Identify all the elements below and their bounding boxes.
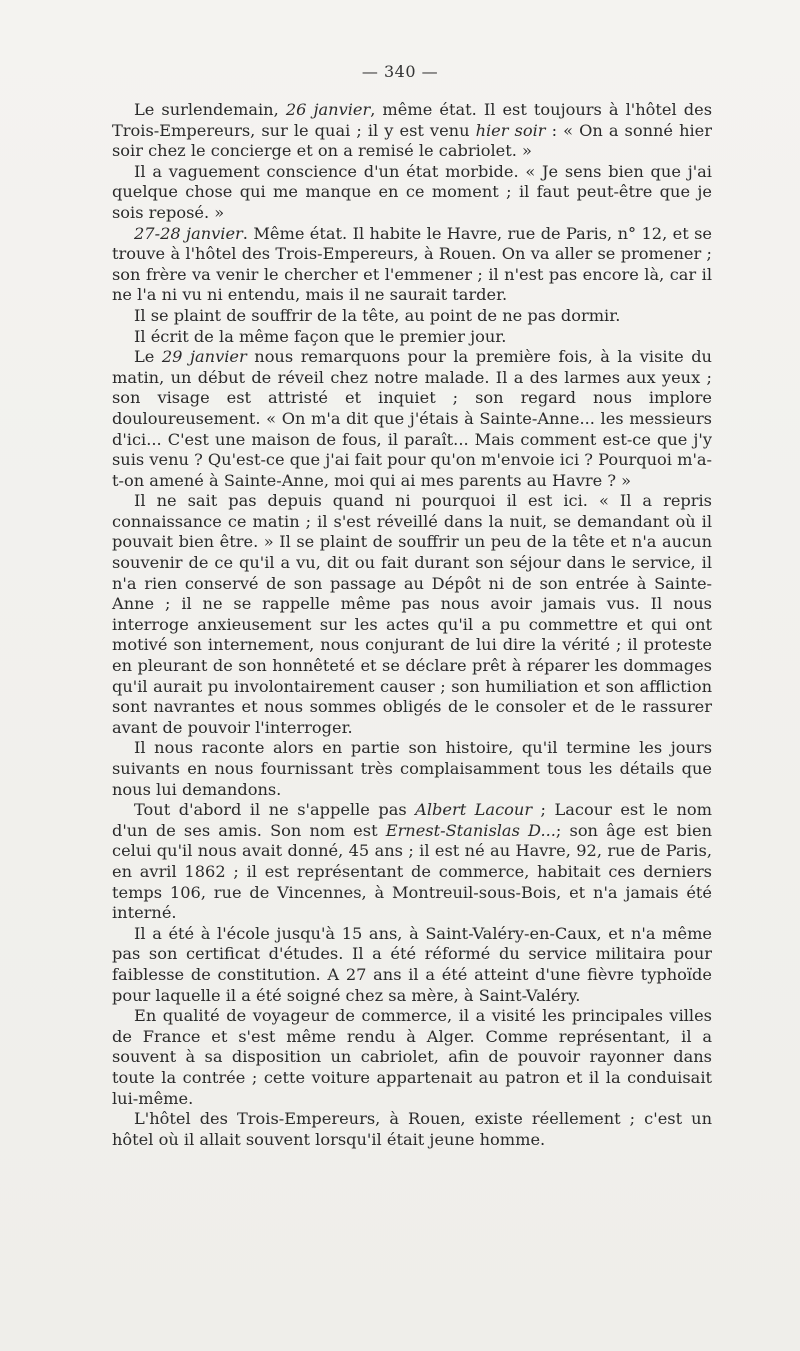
- italic-text: 27-28 janvier: [134, 223, 243, 243]
- text-segment: , même état. Il est toujours à l'hôtel des Trois-Empereurs, sur le quai ; il y est venu: [112, 100, 712, 140]
- text-segment: Le surlendemain,: [134, 100, 286, 119]
- paragraph: [112, 100, 712, 162]
- italic-text: hier soir: [475, 120, 546, 140]
- text-segment: ; Lacour est le nom d'un de ses amis. Son nom est: [112, 800, 712, 840]
- paragraph: [112, 162, 712, 224]
- text-segment: Il nous raconte alors en partie son histoire, qu'il termine les jours suivants en nous fournissant très complaisamment tous les détails que nous lui demandons.: [112, 738, 712, 799]
- text-segment: Il écrit de la même façon que le premier jour.: [134, 326, 507, 346]
- text-segment: Il ne sait pas depuis quand ni pourquoi il est ici. « Il a repris connaissance ce matin ; il s'est réveillé dans la nuit, se demandant où il pouvait bien être. » Il se plaint de souffrir un peu de la tête et n'a aucun souvenir de ce qu'il a vu, dit ou fait durant son séjour dans le service, il n'a rien conservé de son passage au Dépôt ni de son entrée à Sainte-Anne ; il ne se rappelle même pas nous avoir jamais vus. Il nous interroge anxieusement sur les actes qu'il a pu commettre et qui ont motivé son internement, nous conjurant de lui dire la vérité ; il proteste en pleurant de son honnêteté et se déclare prêt à réparer les dommages qu'il aurait pu involontairement causer ; son humiliation et son affliction sont navrantes et nous sommes obligés de le consoler et de le rassurer avant de pouvoir l'interroger.: [112, 491, 712, 737]
- paragraph: [112, 738, 712, 800]
- italic-text: Ernest-Stanislas D...: [385, 820, 556, 840]
- page-number: — 340 —: [361, 62, 439, 81]
- text-segment: Il a vaguement conscience d'un état morbide. « Je sens bien que j'ai quelque chose qui me manque en ce moment ; il faut peut-être que je sois reposé. »: [112, 161, 712, 222]
- text-segment: ; son âge est bien celui qu'il nous avait donné, 45 ans ; il est né au Havre, 92, rue de Paris, en avril 1862 ; il est représentant de commerce, habitait ces derniers temps 106, rue de Vincennes, à Montreuil-sous-Bois, et n'a jamais été interné.: [112, 820, 713, 923]
- italic-text: 26 janvier: [285, 100, 371, 119]
- paragraph: [112, 327, 712, 348]
- text-segment: En qualité de voyageur de commerce, il a visité les principales villes de France et s'est même rendu à Alger. Comme représentant, il a souvent à sa disposition un cabriolet, afin de pouvoir rayonner dans toute la contrée ; cette voiture appartenait au patron et il la conduisait lui-même.: [112, 1006, 712, 1108]
- paragraph: [112, 800, 712, 924]
- text-segment: Il se plaint de souffrir de la tête, au point de ne pas dormir.: [134, 305, 621, 325]
- text-segment: : « On a sonné hier soir chez le concierge et on a remisé le cabriolet. »: [112, 120, 712, 161]
- paragraph: [112, 306, 712, 327]
- paragraph: [112, 924, 712, 1006]
- text-segment: L'hôtel des Trois-Empereurs, à Rouen, existe réellement ; c'est un hôtel où il allait souvent lorsqu'il était jeune homme.: [112, 1109, 712, 1149]
- body-text: [112, 100, 712, 1150]
- text-segment: . Même état. Il habite le Havre, rue de Paris, n° 12, et se trouve à l'hôtel des Trois-Empereurs, à Rouen. On va aller se promener ; son frère va venir le chercher et l'emmener ; il n'est pas encore là, car il ne l'a ni vu ni entendu, mais il ne saurait tarder.: [112, 223, 713, 305]
- paragraph: [112, 1006, 712, 1109]
- text-segment: Tout d'abord il ne s'appelle pas: [134, 800, 416, 820]
- italic-text: 29 janvier: [161, 347, 247, 367]
- italic-text: Albert Lacour: [415, 800, 533, 820]
- paragraph: [112, 491, 712, 738]
- text-segment: Il a été à l'école jusqu'à 15 ans, à Saint-Valéry-en-Caux, et n'a même pas son certificat d'études. Il a été réformé du service militaira pour faiblesse de constitution. A 27 ans il a été atteint d'une fièvre typhoïde pour laquelle il a été soigné chez sa mère, à Saint-Valéry.: [112, 923, 712, 1005]
- paragraph: [112, 347, 712, 491]
- paragraph: [112, 224, 712, 306]
- text-segment: Le: [134, 347, 162, 367]
- paragraph: [112, 1109, 712, 1150]
- text-segment: nous remarquons pour la première fois, à la visite du matin, un début de réveil chez notre malade. Il a des larmes aux yeux ; son visage est attristé et inquiet ; son regard nous implore douloureusement. « On m'a dit que j'étais à Sainte-Anne... les messieurs d'ici... C'est une maison de fous, il paraît... Mais comment est-ce que j'y suis venu ? Qu'est-ce que j'ai fait pour qu'on m'envoie ici ? Pourquoi m'a-t-on amené à Sainte-Anne, moi qui ai mes parents au Havre ? »: [112, 347, 713, 490]
